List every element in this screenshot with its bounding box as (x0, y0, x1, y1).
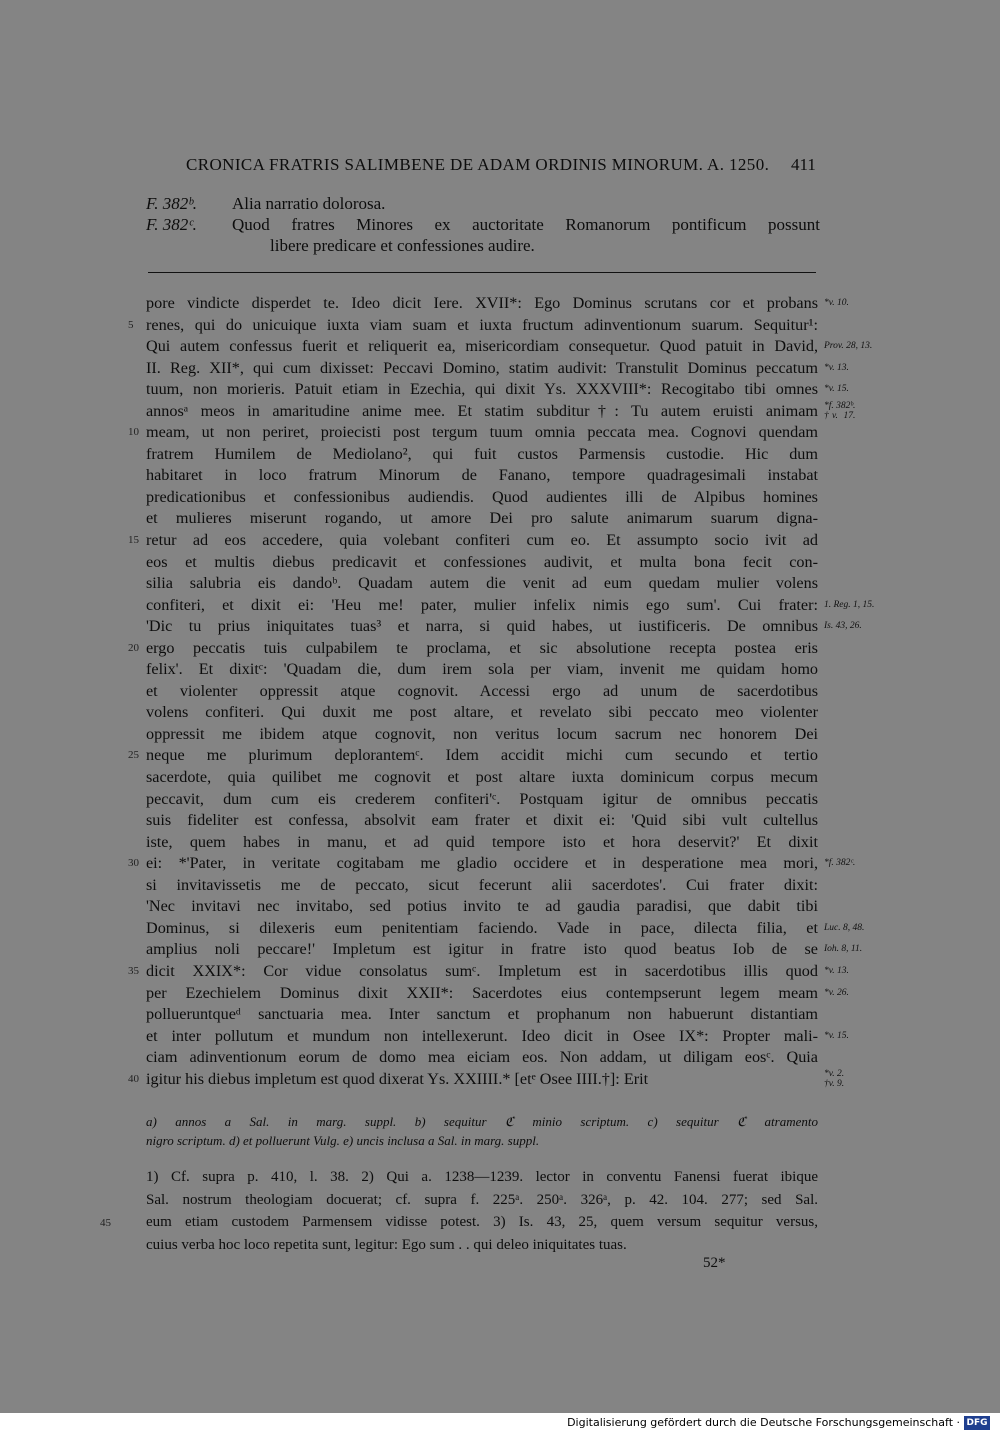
line-text: et violenter oppressit atque cognovit. Accessi ergo ad unum de sacerdotibus (146, 681, 818, 700)
line-text: confiteri, et dixit ei: 'Heu me! pater, mulier infelix nimis ego sum'. Cui frater: (146, 595, 818, 614)
text-line (146, 573, 818, 595)
text-line (146, 789, 818, 811)
text-line (146, 939, 863, 961)
margin-reference: *v. 13. (824, 965, 849, 976)
summary-text: libere predicare et confessiones audire. (270, 236, 535, 255)
line-number: 10 (128, 426, 139, 439)
line-text: sacerdote, quia quilibet me cognovit et post altare iuxta dominicum corpus mecum (146, 768, 818, 787)
line-text: II. Reg. XII*, qui cum dixisset: Peccavi Domino, statim audivit: Transtulit Dominus peccatum (146, 358, 818, 377)
margin-reference: *f. 382ᵇ. †v. 17. (824, 400, 856, 421)
line-text: renes, qui do unicuique iuxta viam suam et iuxta fructum adinventionum suarum. Sequitur¹: (146, 315, 818, 334)
text-line (146, 983, 849, 1005)
text-line (146, 1112, 818, 1131)
text-line (146, 1026, 849, 1048)
line-number: 40 (128, 1072, 139, 1085)
text-line (146, 724, 818, 746)
line-text: eos et multis diebus predicavit et confessiones audivit, et multa bona fecit con- (146, 552, 818, 571)
text-line (146, 681, 818, 703)
margin-reference: *v. 15. (824, 1030, 849, 1041)
line-text: et inter pollutum et mundum non intellexerunt. Ideo dicit in Osee IX*: Propter mali- (146, 1026, 818, 1045)
footer-bar (0, 1413, 1000, 1434)
line-text: 'Nec invitavi nec invitabo, sed potius invito te ad gaudia paradisi, que dabit tibi (146, 897, 818, 916)
line-text: 1) Cf. supra p. 410, l. 38. 2) Qui a. 1238—1239. lector in conventu Fanensi fuerat ibique (146, 1169, 818, 1185)
text-line (146, 1004, 818, 1026)
summary-row (146, 214, 820, 235)
summary-row (146, 193, 820, 214)
line-text: Dominus, si dilexeris eum penitentiam faciendo. Vade in pace, dilecta filia, et (146, 918, 818, 937)
dfg-logo: DFG (964, 1416, 990, 1430)
line-text: et mulieres miserunt rogando, ut amore Dei pro salute animarum suarum digna- (146, 509, 818, 528)
text-line (100, 1211, 818, 1234)
text-line (146, 810, 818, 832)
text-line (146, 1234, 818, 1257)
line-text: annosᵃ meos in amaritudine anime mee. Et statim subditur†: Tu autem eruisti animam (146, 401, 818, 420)
line-text: 'Dic tu prius iniquitates tuas³ et narra, si quid habes, ut iustificeris. De omnibus (146, 617, 818, 636)
text-line (146, 595, 875, 617)
line-text: amplius noli peccare!' Impletum est igitur in fratre isto quod beatus Iob de se (146, 940, 818, 959)
line-text: predicationibus et confessionibus audiendis. Quod audientes illi de Alpibus homines (146, 487, 818, 506)
line-number: 45 (100, 1217, 111, 1229)
line-text: ciam adinventionum eorum de domo mea eiciam eos. Non addam, ut diligam eosᶜ. Quia (146, 1048, 818, 1067)
text-line (128, 638, 818, 660)
running-title: CRONICA FRATRIS SALIMBENE DE ADAM ORDINIS MINORUM. A. 1250. (186, 155, 770, 174)
line-number: 30 (128, 857, 139, 870)
margin-reference: *f. 382ᶜ. (824, 858, 856, 869)
line-number: 35 (128, 964, 139, 977)
text-line (128, 745, 818, 767)
line-text: meam, ut non periret, proiecisti post tergum tuum omnia peccata mea. Cognovi quendam (146, 423, 818, 442)
main-text (128, 293, 875, 1090)
margin-reference: *v. 10. (824, 298, 849, 308)
margin-reference: *v. 2. †v. 9. (824, 1068, 845, 1089)
margin-reference: *v. 26. (824, 987, 849, 998)
line-text: silia salubria eis dandoᵇ. Quadam autem die venit ad eum quedam mulier volens (146, 574, 818, 593)
line-text: eum etiam custodem Parmensem vidisse potest. 3) Is. 43, 25, quem versum sequitur versus, (146, 1214, 818, 1230)
line-text: pollueruntqueᵈ sanctuaria mea. Inter sanctum et prophanum non habuerunt distantiam (146, 1005, 818, 1024)
line-text: tuum, non morieris. Patuit etiam in Ezechia, qui dixit Ys. XXXVIII*: Recogitabo tibi omnes (146, 380, 818, 399)
text-line (146, 444, 818, 466)
line-text: iste, quem habes in manu, et ad quid tempore isto et hora deservit?' Et dixit (146, 832, 818, 851)
summary-text: Alia narratio dolorosa. (232, 194, 386, 213)
text-line (128, 422, 818, 444)
separator-rule (148, 272, 816, 273)
summary-row-cont (146, 235, 820, 256)
text-line (146, 293, 849, 315)
text-line (146, 1166, 818, 1189)
text-line (146, 702, 818, 724)
folio-ref: F. 382ᶜ. (146, 215, 197, 234)
text-line (146, 918, 865, 940)
line-text: neque me plurimum deplorantemᶜ. Idem accidit michi cum secundo et tertio (146, 746, 818, 765)
text-line (146, 1189, 818, 1212)
text-line (146, 1047, 818, 1069)
footnotes (100, 1166, 818, 1256)
text-line (146, 465, 818, 487)
text-line (146, 336, 873, 358)
margin-reference: *v. 15. (824, 384, 849, 395)
line-text: dicit XXIX*: Cor vidue consolatus sumᶜ. Impletum est in sacerdotibus illis quod (146, 961, 818, 980)
margin-reference: Luc. 8, 48. (824, 922, 865, 933)
line-text: Qui autem confessus fuerit et reliquerit ea, misericordiam consequetur. Quod patuit in David, (146, 337, 818, 356)
text-line (146, 358, 849, 380)
line-text: a) annos a Sal. in marg. suppl. b) sequitur ℭ minio scriptum. c) sequitur ℭ atramento (146, 1114, 818, 1129)
page-number: 411 (791, 155, 816, 174)
text-line (146, 875, 818, 897)
text-line (146, 832, 818, 854)
line-text: peccavit, dum cum eis crederem confiteri'ᶜ. Postquam igitur de omnibus peccatis (146, 789, 818, 808)
text-line (128, 961, 849, 983)
line-text: nigro scriptum. d) et polluerunt Vulg. e) uncis inclusa a Sal. in marg. suppl. (146, 1133, 540, 1148)
line-text: Sal. nostrum theologiam docuerat; cf. supra f. 225ᵃ. 250ᵃ. 326ᵃ, p. 42. 104. 277; sed Sal. (146, 1191, 818, 1208)
text-line (146, 896, 818, 918)
line-text: ei: *'Pater, in veritate cogitabam me gladio occidere et in desperatione mea mori, (146, 854, 818, 873)
text-line (128, 315, 818, 337)
text-line (146, 659, 818, 681)
text-line (146, 508, 818, 530)
text-line (146, 767, 818, 789)
text-line (146, 400, 856, 423)
text-line (146, 379, 849, 401)
line-text: si invitavissetis me de peccato, sicut fecerunt alii sacerdotes'. Cui frater dixit: (146, 875, 818, 894)
line-text: cuius verba hoc loco repetita sunt, legitur: Ego sum . . qui deleo iniquitates tuas. (146, 1236, 627, 1253)
text-line (128, 853, 856, 875)
summary-text: Quod fratres Minores ex auctoritate Romanorum pontificum possunt (232, 215, 820, 234)
line-number: 15 (128, 534, 139, 547)
line-text: suis fideliter est confessa, absolvit eam frater et dixit ei: 'Quid sibi vult cultellus (146, 811, 818, 830)
line-text: volens confiteri. Qui duxit me post altare, et revelato sibi peccato meo violenter (146, 703, 818, 722)
line-number: 5 (128, 318, 134, 331)
line-text: per Ezechielem Dominus dixit XXII*: Sacerdotes eius contempserunt legem meam (146, 983, 818, 1002)
text-line (146, 616, 862, 638)
line-text: igitur his diebus impletum est quod dixerat Ys. XXIIII.* [etᵉ Osee IIII.†]: Erit (146, 1069, 649, 1088)
margin-reference: Prov. 28, 13. (824, 341, 873, 352)
folio-ref: F. 382ᵇ. (146, 194, 198, 213)
line-text: oppressit me ibidem atque cognovit, non veritus locum sacrum nec honorem Dei (146, 724, 818, 743)
line-text: habitaret in loco fratrum Minorum de Fanano, tempore quadragesimali instabat (146, 466, 818, 485)
margin-reference: Ioh. 8, 11. (824, 944, 863, 955)
funding-note: Digitalisierung gefördert durch die Deutsche Forschungsgemeinschaft · (567, 1416, 960, 1429)
chapter-summary (146, 193, 820, 256)
line-text: felix'. Et dixitᶜ: 'Quadam die, dum irem sola per viam, invenit me quidam homo (146, 660, 818, 679)
margin-reference: *v. 13. (824, 362, 849, 373)
line-text: fratrem Humilem de Mediolano², qui fuit custos Parmensis custodie. Hic dum (146, 444, 818, 463)
text-line (128, 530, 818, 552)
margin-reference: Is. 43, 26. (824, 621, 862, 632)
line-number: 25 (128, 749, 139, 762)
text-line (128, 1068, 845, 1091)
text-line (146, 552, 818, 574)
signature-mark: 52* (703, 1255, 726, 1271)
text-line (146, 1131, 818, 1150)
line-number: 20 (128, 641, 139, 654)
margin-reference: 1. Reg. 1, 15. (824, 599, 875, 610)
line-text: pore vindicte disperdet te. Ideo dicit Iere. XVII*: Ego Dominus scrutans cor et probans (146, 294, 818, 312)
line-text: ergo peccatis tuis culpabilem te proclama, et sic absolutione recepta postea eris (146, 638, 818, 657)
critical-apparatus (146, 1112, 818, 1150)
text-line (146, 487, 818, 509)
line-text: retur ad eos accedere, quia volebant confiteri cum eo. Et assumpto socio ivit ad (146, 531, 818, 550)
